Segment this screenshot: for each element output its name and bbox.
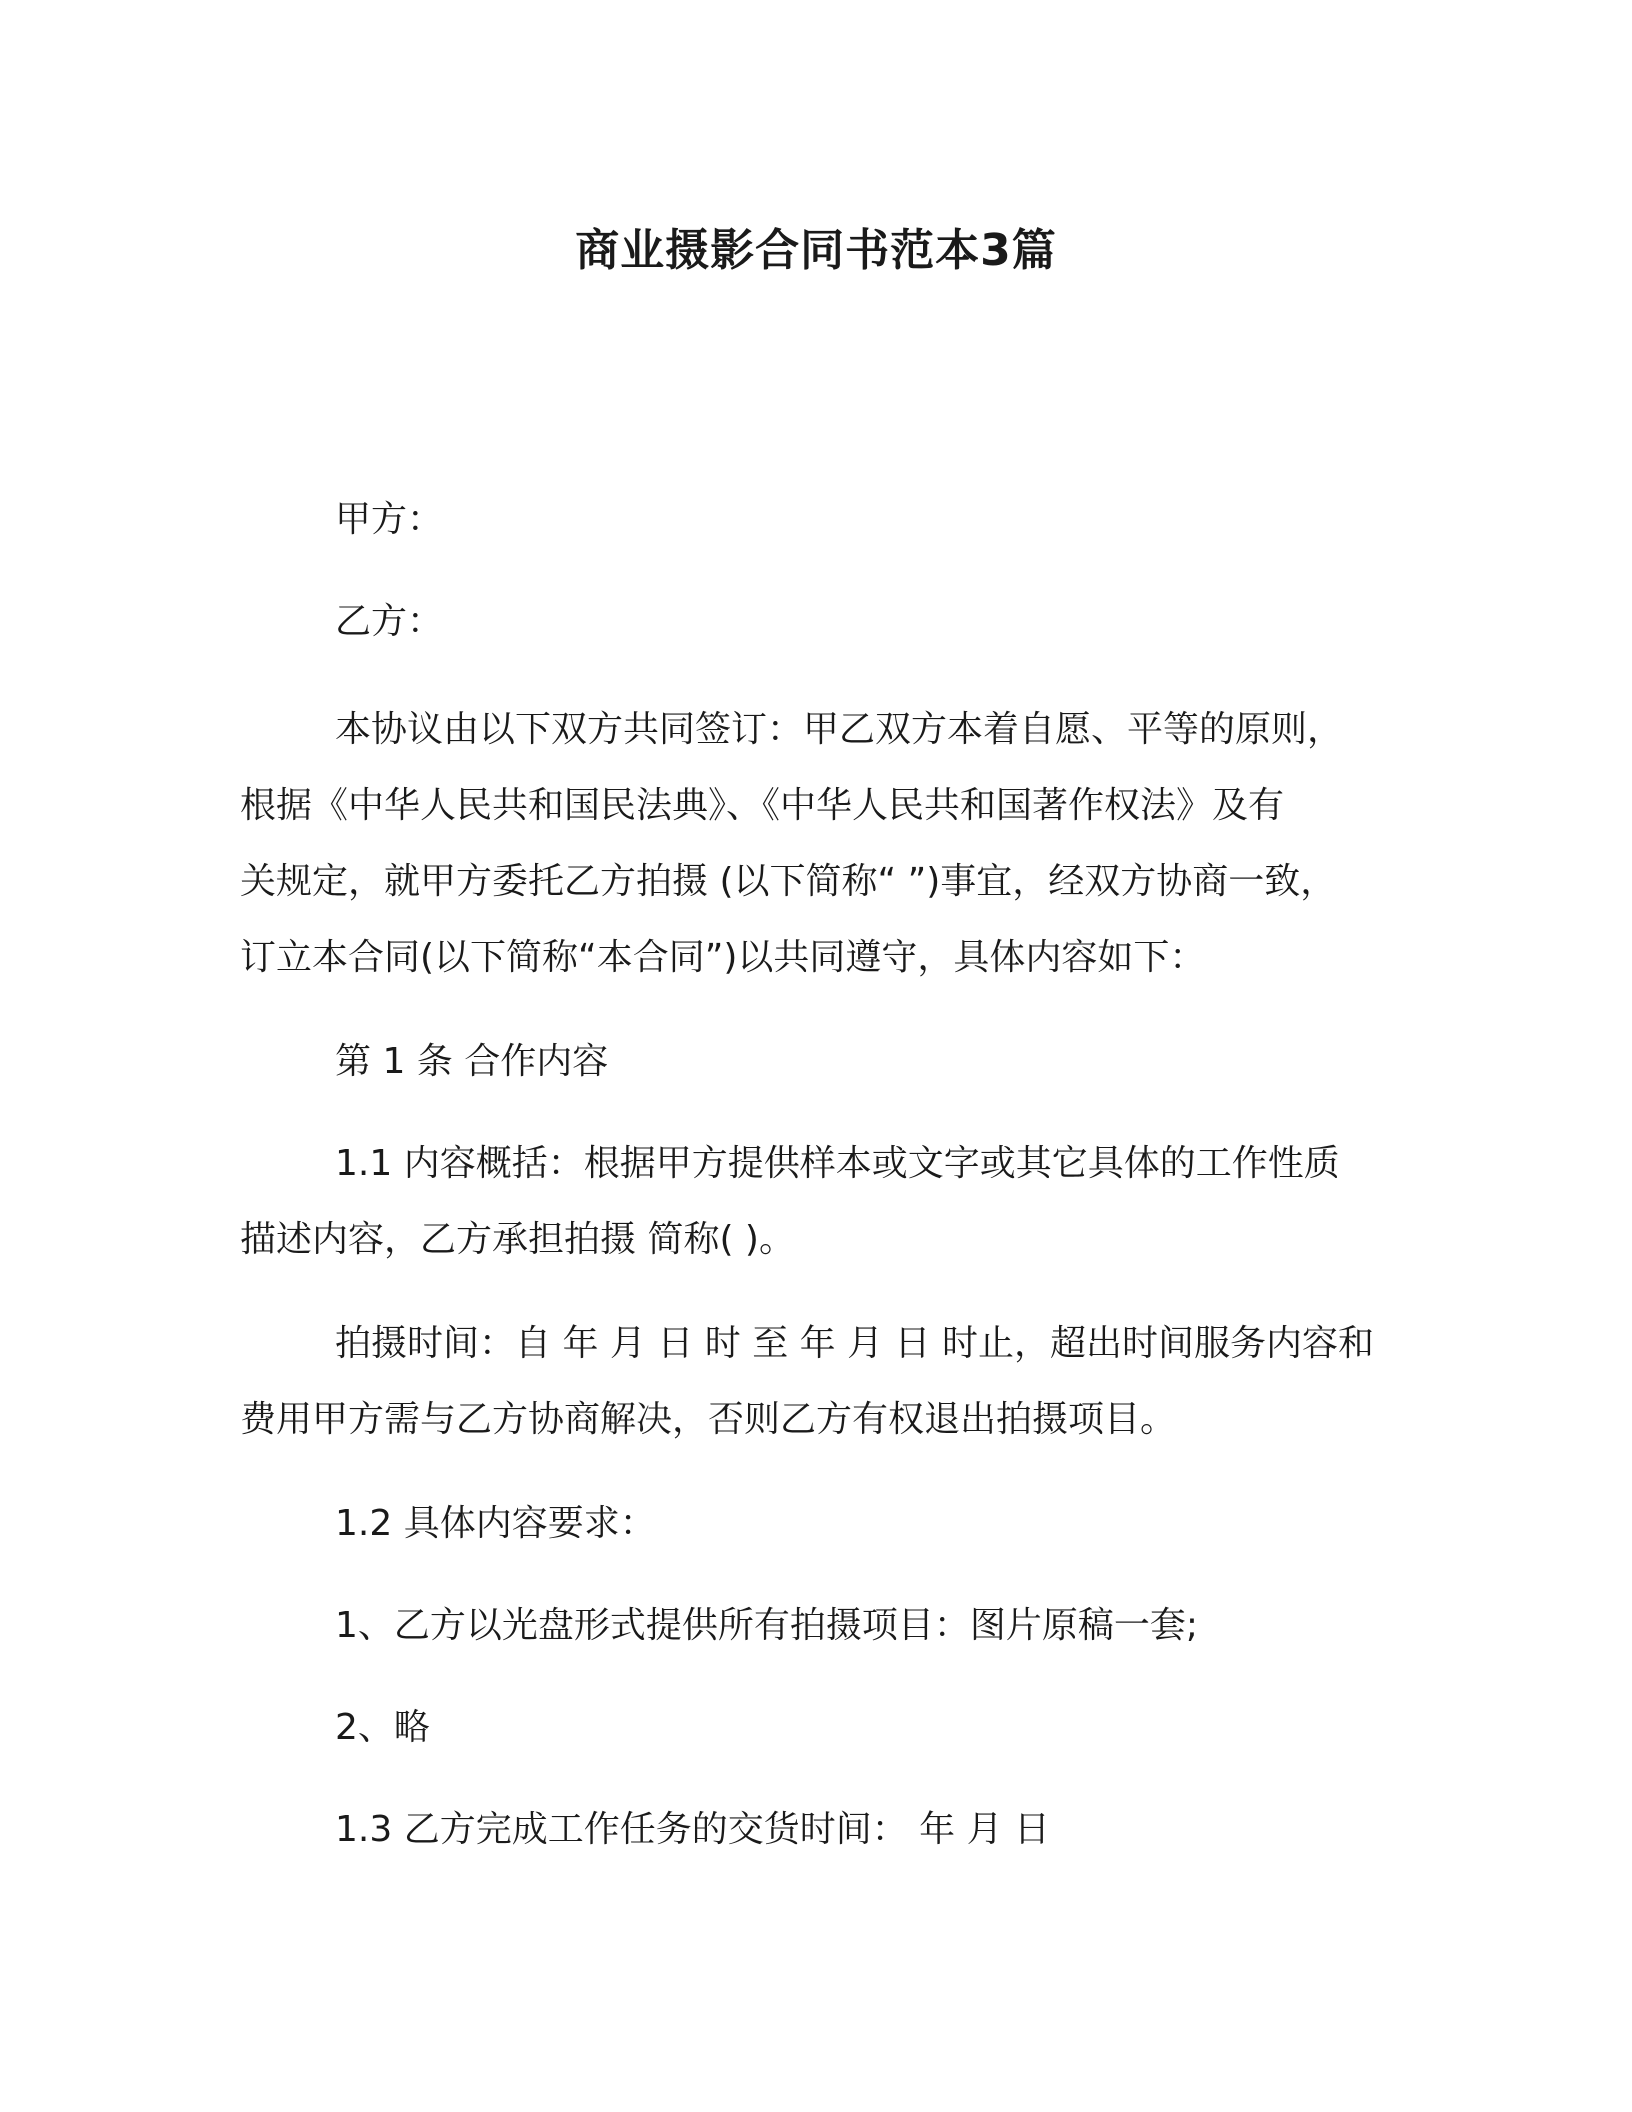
clause-1-1-line-2: 描述内容，乙方承担拍摄 简称( )。 <box>240 1219 795 1260</box>
article-1-heading: 第 1 条 合作内容 <box>335 1041 609 1082</box>
document-title: 商业摄影合同书范本3篇 <box>575 225 1057 276</box>
list-item-1: 1、乙方以光盘形式提供所有拍摄项目：图片原稿一套; <box>335 1605 1199 1646</box>
clause-1-2-heading: 1.2 具体内容要求： <box>335 1503 656 1544</box>
clause-1-1-line-1: 1.1 内容概括：根据甲方提供样本或文字或其它具体的工作性质 <box>335 1143 1340 1184</box>
party-b-label: 乙方： <box>335 601 444 642</box>
intro-line-3: 关规定，就甲方委托乙方拍摄 (以下简称“ ”)事宜，经双方协商一致， <box>240 861 1337 902</box>
party-a-label: 甲方： <box>335 499 444 540</box>
intro-line-4: 订立本合同(以下简称“本合同”)以共同遵守，具体内容如下： <box>240 937 1206 978</box>
intro-line-2: 根据《中华人民共和国民法典》、《中华人民共和国著作权法》及有 <box>240 785 1285 826</box>
clause-1-3: 1.3 乙方完成工作任务的交货时间： 年 月 日 <box>335 1809 1051 1850</box>
shooting-time-line-2: 费用甲方需与乙方协商解决，否则乙方有权退出拍摄项目。 <box>240 1399 1177 1440</box>
intro-line-1: 本协议由以下双方共同签订：甲乙双方本着自愿、平等的原则， <box>335 709 1344 750</box>
shooting-time-line-1: 拍摄时间：自 年 月 日 时 至 年 月 日 时止，超出时间服务内容和 <box>335 1323 1374 1364</box>
list-item-2: 2、略 <box>335 1707 430 1748</box>
